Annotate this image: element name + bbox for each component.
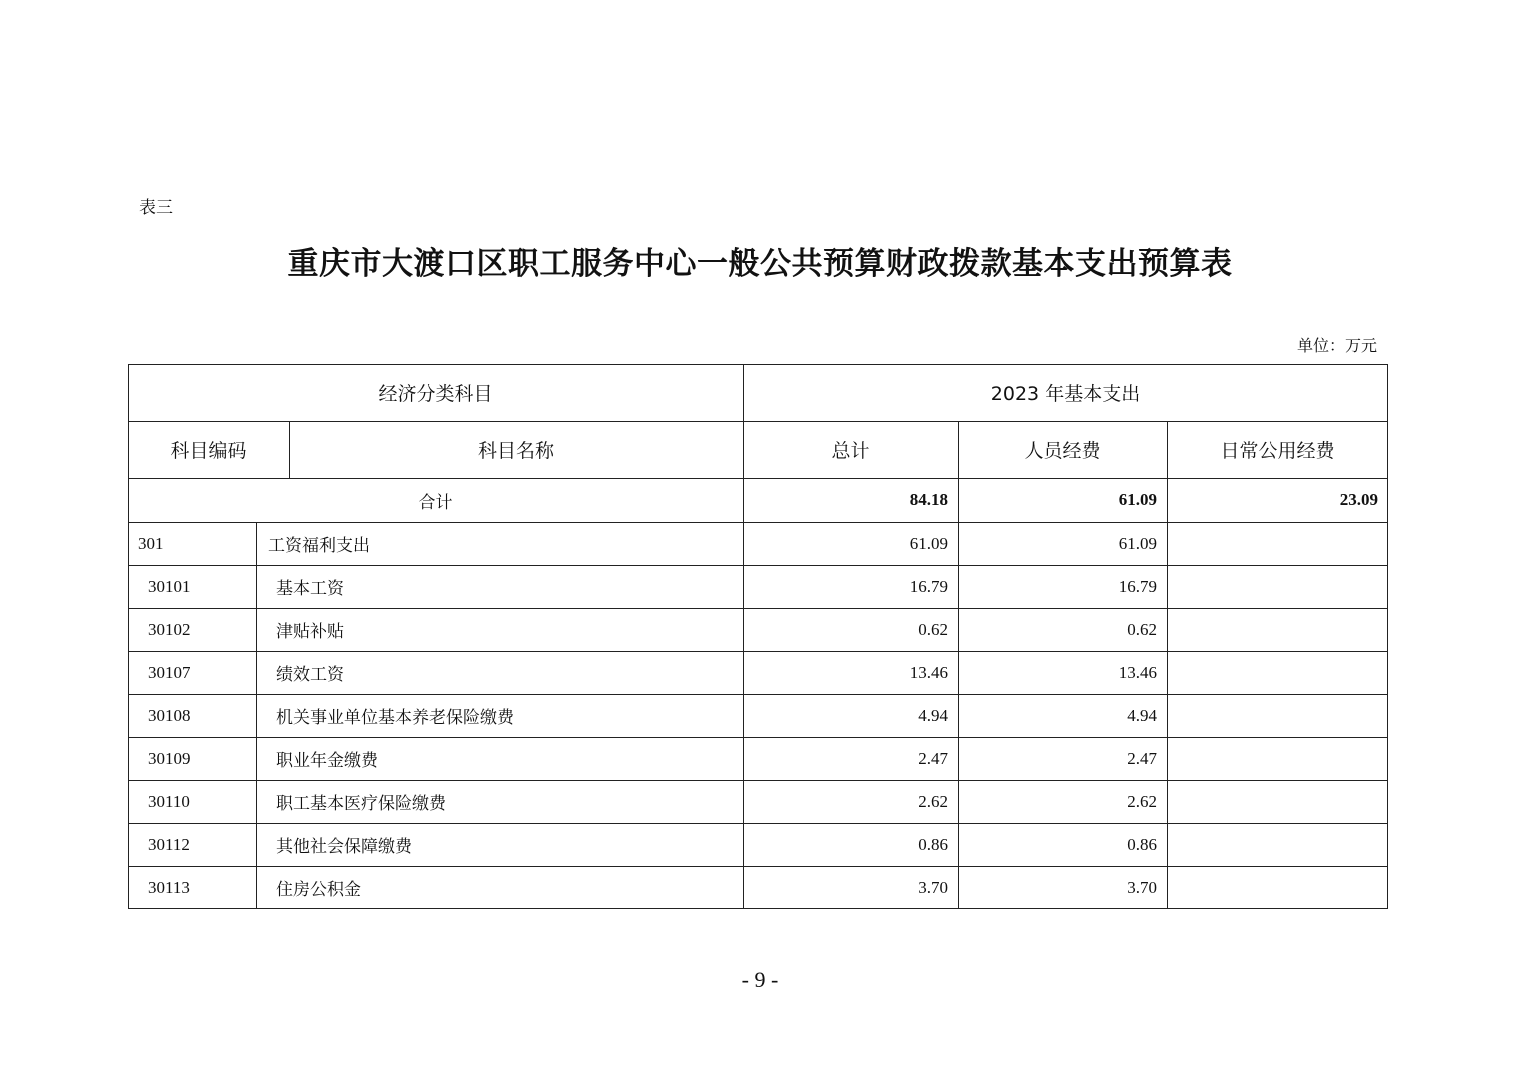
table-rule	[128, 522, 1388, 523]
table-border-top	[128, 364, 1388, 365]
row-public	[1167, 608, 1388, 651]
row-public	[1167, 780, 1388, 823]
page-number: - 9 -	[741, 967, 779, 992]
row-total: 13.46	[909, 662, 948, 682]
row-personnel: 2.47	[1127, 748, 1157, 768]
table-rule	[128, 823, 1388, 824]
row-personnel: 0.86	[1127, 834, 1157, 854]
row-name: 住房公积金	[276, 880, 361, 900]
header-total: 总计	[831, 440, 870, 462]
table-rule	[128, 737, 1388, 738]
row-code: 30101	[148, 576, 191, 596]
row-total: 0.62	[918, 619, 948, 639]
header-year-basic: 2023 年基本支出	[990, 383, 1141, 405]
row-public	[1167, 522, 1388, 565]
row-personnel: 16.79	[1118, 576, 1157, 596]
header-code: 科目编码	[170, 440, 247, 462]
row-public	[1167, 866, 1388, 909]
row-name: 绩效工资	[276, 665, 344, 685]
row-total: 2.47	[918, 748, 948, 768]
table-rule	[128, 694, 1388, 695]
row-personnel: 0.62	[1127, 619, 1157, 639]
table-rule	[1167, 421, 1168, 909]
row-code: 30107	[148, 662, 191, 682]
total-row-label: 合计	[418, 492, 453, 513]
total-row-personnel: 61.09	[1118, 490, 1157, 509]
table-rule	[128, 866, 1388, 867]
row-name: 机关事业单位基本养老保险缴费	[276, 708, 514, 728]
row-name: 职工基本医疗保险缴费	[276, 794, 446, 814]
row-personnel: 3.70	[1127, 877, 1157, 897]
header-personnel: 人员经费	[1024, 440, 1101, 462]
table-rule	[743, 364, 744, 909]
row-personnel: 13.46	[1118, 662, 1157, 682]
row-code: 301	[138, 533, 164, 553]
row-code: 30110	[148, 791, 190, 811]
row-public	[1167, 823, 1388, 866]
row-name: 津贴补贴	[276, 622, 344, 642]
budget-table	[128, 364, 1388, 909]
header-name: 科目名称	[477, 440, 554, 462]
table-rule	[128, 651, 1388, 652]
row-code: 30108	[148, 705, 191, 725]
table-label: 表三	[139, 198, 173, 218]
table-rule	[128, 780, 1388, 781]
header-public: 日常公用经费	[1220, 440, 1335, 462]
total-row-public: 23.09	[1339, 490, 1378, 509]
row-public	[1167, 565, 1388, 608]
row-personnel: 2.62	[1127, 791, 1157, 811]
unit-label: 单位：万元	[1296, 336, 1377, 355]
table-rule	[128, 608, 1388, 609]
table-rule	[289, 421, 290, 478]
page-title: 重庆市大渡口区职工服务中心一般公共预算财政拨款基本支出预算表	[287, 246, 1233, 282]
row-code: 30102	[148, 619, 191, 639]
row-public	[1167, 694, 1388, 737]
row-total: 2.62	[918, 791, 948, 811]
row-name: 工资福利支出	[268, 536, 370, 556]
row-public	[1167, 651, 1388, 694]
row-code: 30112	[148, 834, 190, 854]
row-name: 其他社会保障缴费	[276, 837, 412, 857]
table-rule	[958, 421, 959, 909]
header-econ-class: 经济分类科目	[378, 383, 493, 405]
table-rule	[128, 421, 1388, 422]
row-code: 30113	[148, 877, 190, 897]
row-personnel: 4.94	[1127, 705, 1157, 725]
table-rule	[256, 522, 257, 909]
table-border-left	[128, 364, 129, 909]
table-border-right	[1387, 364, 1388, 909]
row-name: 职业年金缴费	[276, 751, 378, 771]
row-total: 4.94	[918, 705, 948, 725]
row-total: 16.79	[909, 576, 948, 596]
table-rule	[128, 565, 1388, 566]
row-total: 3.70	[918, 877, 948, 897]
row-total: 0.86	[918, 834, 948, 854]
table-border-bottom	[128, 908, 1388, 909]
row-code: 30109	[148, 748, 191, 768]
row-total: 61.09	[909, 533, 948, 553]
total-row-total: 84.18	[909, 490, 948, 509]
row-personnel: 61.09	[1118, 533, 1157, 553]
row-name: 基本工资	[276, 579, 344, 599]
table-rule	[128, 478, 1388, 479]
row-public	[1167, 737, 1388, 780]
